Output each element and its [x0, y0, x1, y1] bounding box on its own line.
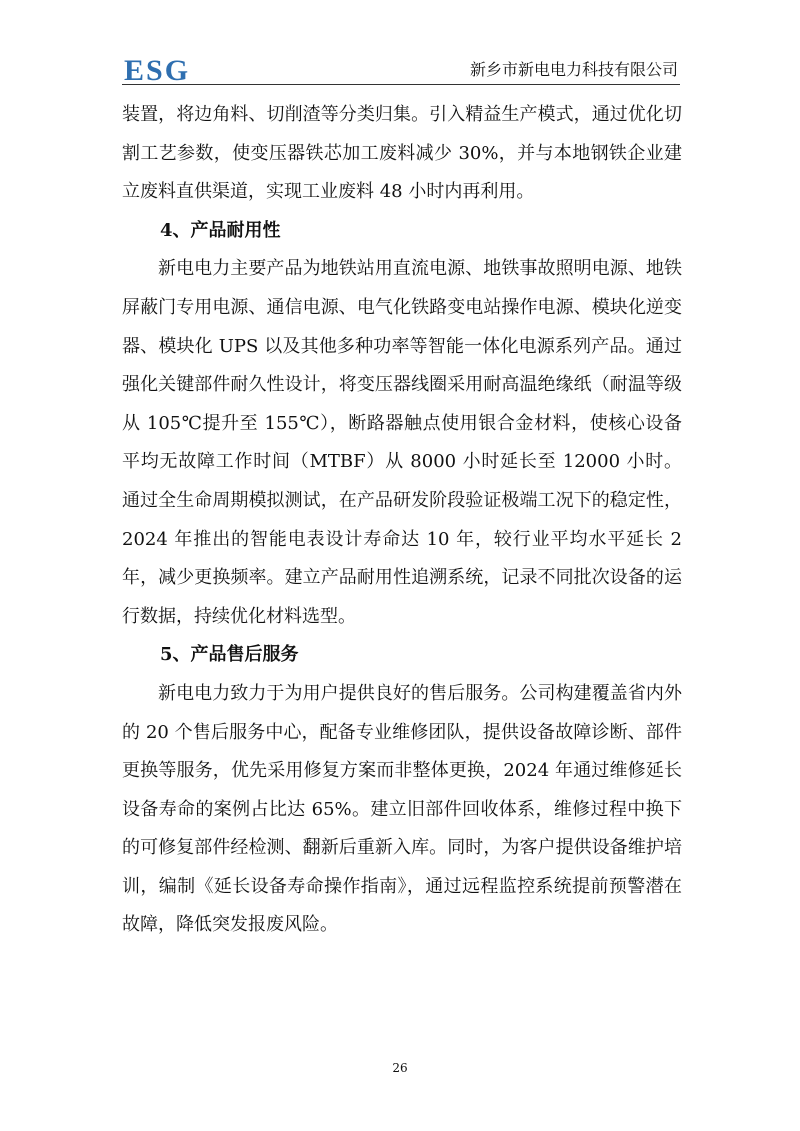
document-body [122, 96, 682, 945]
paragraph-durability: 新电电力主要产品为地铁站用直流电源、地铁事故照明电源、地铁屏蔽门专用电源、通信电源、电气化铁路变电站操作电源、模块化逆变器、模块化 UPS 以及其他多种功率等智能一体化电源系列产品。通过强化关键部件耐久性设计，将变压器线圈采用耐高温绝缘纸（耐温等级从 105℃提升至 155℃），断路器触点使用银合金材料，使核心设备平均无故障工作时间（MTBF）从 8000 小时延长至 12000 小时。通过全生命周期模拟测试，在产品研发阶段验证极端工况下的稳定性，2024 年推出的智能电表设计寿命达 10 年，较行业平均水平延长 2 年，减少更换频率。建立产品耐用性追溯系统，记录不同批次设备的运行数据，持续优化材料选型。 [122, 258, 682, 627]
paragraph-continued: 装置，将边角料、切削渣等分类归集。引入精益生产模式，通过优化切割工艺参数，使变压器铁芯加工废料减少 30%，并与本地钢铁企业建立废料直供渠道，实现工业废料 48 小时内再利用。 [122, 104, 682, 203]
page-number: 26 [392, 1061, 408, 1075]
section-heading-durability: 4、产品耐用性 [160, 219, 281, 241]
header-divider [122, 84, 680, 85]
esg-logo: ESG [124, 54, 191, 87]
company-name: 新乡市新电电力科技有限公司 [469, 60, 678, 79]
paragraph-after-sales: 新电电力致力于为用户提供良好的售后服务。公司构建覆盖省内外的 20 个售后服务中心，配备专业维修团队，提供设备故障诊断、部件更换等服务，优先采用修复方案而非整体更换，2024 年通过维修延长设备寿命的案例占比达 65%。建立旧部件回收体系，维修过程中换下的可修复部件经检测、翻新后重新入库。同时，为客户提供设备维护培训，编制《延长设备寿命操作指南》，通过远程监控系统提前预警潜在故障，降低突发报废风险。 [122, 682, 682, 936]
section-heading-after-sales: 5、产品售后服务 [160, 644, 299, 666]
